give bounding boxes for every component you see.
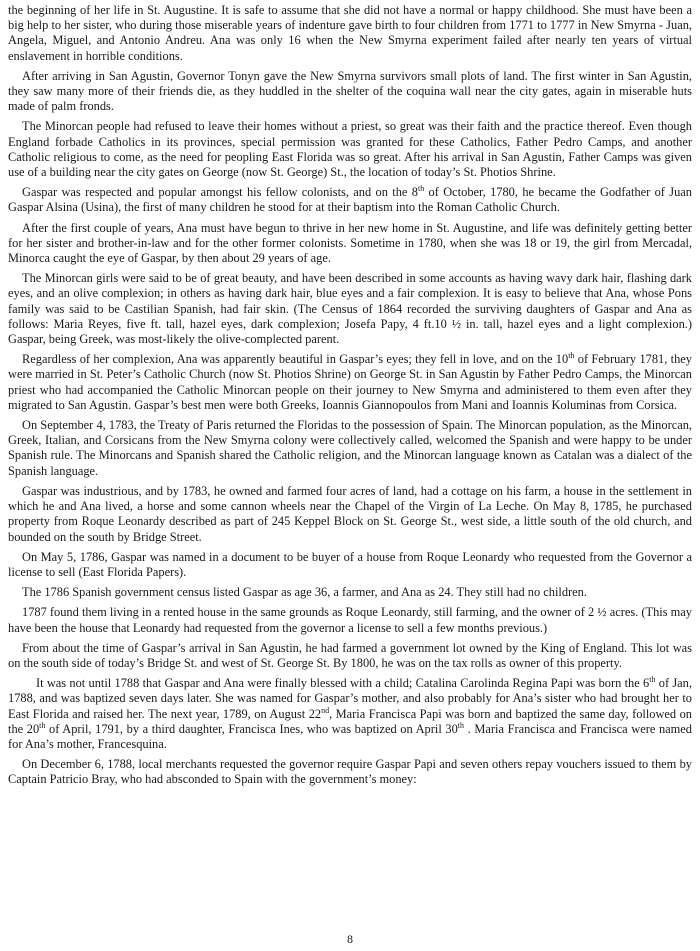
paragraph-text: On May 5, 1786, Gaspar was named in a document to be buyer of a house from Roque Leonardy who requested from the Governor a license to sell (East Florida Papers). — [8, 549, 692, 579]
body-paragraph — [8, 676, 692, 752]
body-paragraph — [8, 185, 692, 215]
paragraph-text: The Minorcan people had refused to leave their homes without a priest, so great was their faith and the practice thereof. Even though England forbade Catholics in its provinces, special permission was granted for these Catholics, Father Pedro Camps, and another Catholic religious to come, as the need for peopling East Florida was so great. After his arrival in San Agustin, Father Camps was given use of a building near the city gates on George (now St. George) St., the location of today’s St. Photios Shrine. — [8, 119, 692, 180]
paragraph-text: From about the time of Gaspar’s arrival in San Agustin, he had farmed a government lot owned by the King of England. This lot was on the south side of today’s Bridge St. and west of St. George St. By 1800, he was on the tax rolls as owner of this property. — [8, 640, 692, 670]
ordinal-suffix: nd — [321, 705, 330, 715]
paragraph-text: of October, 1780, he became the Godfather of Juan Gaspar Alsina (Usina), the first of many children he stood for at their baptism into the Roman Catholic Church. — [8, 185, 692, 215]
paragraph-text: Regardless of her complexion, Ana was apparently beautiful in Gaspar’s eyes; they fell in love, and on the 10 — [22, 352, 569, 367]
paragraph-text: On September 4, 1783, the Treaty of Paris returned the Floridas to the possession of Spain. The Minorcan population, as the Minorcan, Greek, Italian, and Corsicans from the New Smyrna colony were collectively called, welcomed the Spanish and were happy to be under Spanish rule. The Minorcans and Spanish shared the Catholic religion, and the Minorcan language known as Catalan was a dialect of the Spanish language. — [8, 418, 692, 478]
paragraph-text: of April, 1791, by a third daughter, Francisca Ines, who was baptized on April 30 — [45, 721, 458, 736]
paragraph-text: Gaspar was respected and popular amongst his fellow colonists, and on the 8 — [22, 185, 418, 200]
ordinal-suffix: th — [39, 720, 46, 730]
paragraph-text: Gaspar was industrious, and by 1783, he owned and farmed four acres of land, had a cottage on his farm, a house in the settlement in which he and Ana lived, a horse and some cannon wheels near the Chapel of the Virgin of La Leche. On May 8, 1785, he purchased property from Roque Leonardy described as part of 245 Keppel Block on St. George St., west side, a little south of the old church, and bounded on the south by Bridge Street. — [8, 483, 692, 544]
page-number: 8 — [347, 932, 353, 946]
paragraph-text: 1787 found them living in a rented house in the same grounds as Roque Leonardy, still farming, and the owner of 2 ½ acres. (This may have been the house that Leonardy had requested from the governor a license to sell a few months previous.) — [8, 605, 692, 635]
body-paragraph — [8, 757, 692, 787]
paragraph-text: After the first couple of years, Ana must have begun to thrive in her new home in St. Augustine, and life was definitely getting better for her sister and brother-in-law and for the other former colonists. Sometime in 1780, when she was 18 or 19, the girl from Mercadal, Minorca caught the eye of Gaspar, by then about 29 years of age. — [8, 220, 692, 266]
body-paragraph — [8, 550, 692, 580]
body-paragraph — [8, 605, 692, 635]
body-paragraph — [8, 585, 692, 600]
paragraph-text: of Jan, 1788, and was baptized seven days later. She was named for Gaspar’s mother, and also probably for Ana’s sister who had brought her to East Florida and raised her. The next year, 1789, on August 22 — [8, 676, 692, 721]
paragraph-text: The Minorcan girls were said to be of great beauty, and have been described in some accounts as having wavy dark hair, flashing dark eyes, and an olive complexion; in others as having dark hair, blue eyes and a fair complexion. It is easy to believe that Ana, whose Pons family was said to be Castilian Spanish, had fair skin. (The Census of 1864 recorded the surviving daughters of Gaspar and Ana as follows: Maria Reyes, five ft. tall, hazel eyes, dark complexion; Josefa Papy, 4 ft.10 ½ in. tall, hazel eyes and a light complexion.) Gaspar, being Greek, was most-likely the olive-complected parent. — [8, 271, 692, 347]
paragraph-text: . Maria Francisca and Francisca were named for Ana’s mother, Francesquina. — [8, 721, 692, 751]
paragraph-text: It was not until 1788 that Gaspar and Ana were finally blessed with a child; Catalina Carolinda Regina Papi was born the 6 — [36, 676, 650, 691]
body-paragraph — [8, 352, 692, 413]
ordinal-suffix: th — [457, 720, 465, 730]
page-body — [8, 3, 692, 793]
paragraph-text: The 1786 Spanish government census listed Gaspar as age 36, a farmer, and Ana as 24. They still had no children. — [22, 585, 587, 600]
body-paragraph — [8, 418, 692, 479]
body-paragraph — [8, 271, 692, 347]
ordinal-suffix: th — [568, 351, 575, 361]
body-paragraph — [8, 484, 692, 545]
paragraph-text: On December 6, 1788, local merchants requested the governor require Gaspar Papi and seven others repay vouchers issued to them by Captain Patricio Bray, who had absconded to Spain with the government’s money: — [8, 757, 692, 787]
ordinal-suffix: th — [649, 675, 656, 684]
body-paragraph — [8, 641, 692, 671]
paragraph-text: After arriving in San Agustin, Governor Tonyn gave the New Smyrna survivors small plots of land. The first winter in San Agustin, they saw many more of their friends die, as they huddled in the shelter of the coquina wall near the city gates, again in miserable huts made of palm fronds. — [8, 68, 692, 114]
paragraph-text: the beginning of her life in St. Augustine. It is safe to assume that she did not have a normal or happy childhood. She must have been a big help to her sister, who during those miserable years of indenture gave birth to four children from 1771 to 1777 in New Smyrna - Juan, Angela, Miguel, and Antonio Andreu. Ana was only 16 when the New Smyrna experiment failed after nearly ten years of virtual enslavement in horrible conditions. — [8, 3, 692, 63]
paragraph-text: , Maria Francisca Papi was born and baptized the same day, followed on the 20 — [8, 706, 692, 736]
body-paragraph — [8, 3, 692, 64]
body-paragraph — [8, 221, 692, 267]
body-paragraph — [8, 119, 692, 180]
ordinal-suffix: th — [417, 184, 425, 194]
body-paragraph — [8, 69, 692, 115]
paragraph-text: of February 1781, they were married in St. Peter’s Catholic Church (now St. Photios Shrine) on George St. in San Agustin by Father Pedro Camps, the Minorcan priest who had accompanied the Catholic Minorcan people on their journey to New Smyrna and administered to them even after they migrated to San Agustin. Gaspar’s best men were both Greeks, Ioannis Giannopoulos from Mani and Ioannis Koluminas from Corsica. — [8, 352, 692, 412]
